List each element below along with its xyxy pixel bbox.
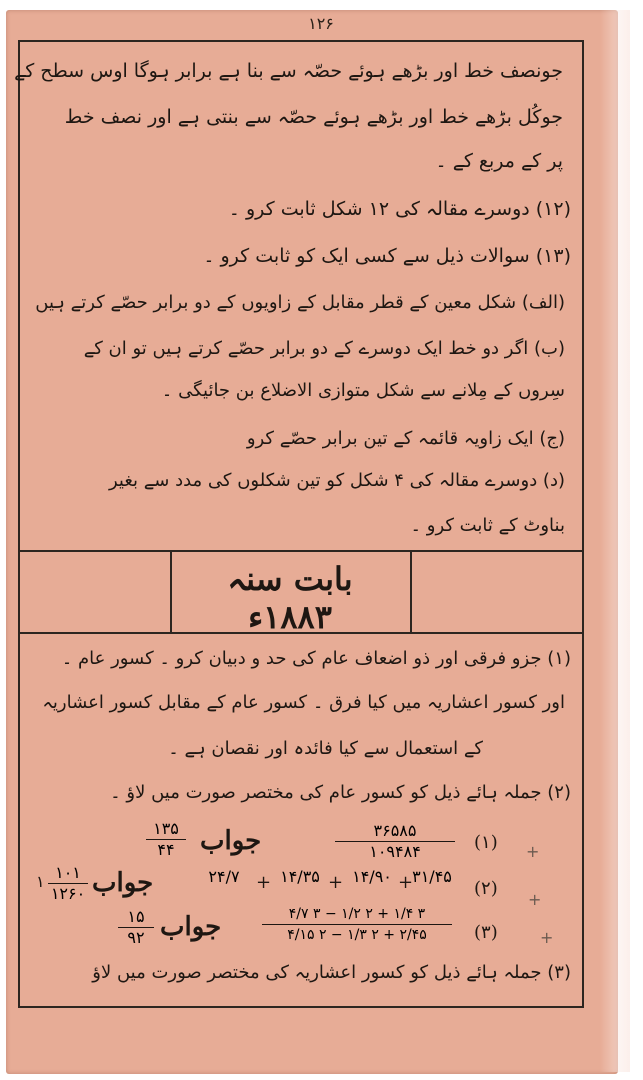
question-2: (۲) جملہ ہائے ذیل کو کسور عام کی مختصر صورت میں لاؤ ۔: [110, 782, 571, 803]
item-1-answer-numerator: ۱۳۵: [153, 819, 179, 838]
intro-line-3: پر کے مربع کے ۔: [435, 150, 563, 172]
item-1-answer-word: جواب: [200, 826, 262, 856]
plus-sign: +: [328, 872, 344, 893]
question-13: (۱۳) سوالات ذیل سے کسی ایک کو ثابت کرو ۔: [203, 245, 571, 267]
item-2-label: (۲): [474, 878, 498, 899]
item-2-term-4: [202, 868, 246, 886]
item-2-term-text: ۲۴/۷: [208, 867, 240, 886]
margin-mark: +: [526, 842, 540, 861]
divider-top: [18, 550, 582, 552]
item-3-answer-numerator: ۱۵: [127, 907, 145, 926]
question-12: (۱۲) دوسرے مقالہ کی ۱۲ شکل ثابت کرو ۔: [228, 198, 571, 220]
item-2-term-2: [350, 868, 394, 886]
item-3-answer-word: جواب: [160, 912, 222, 942]
question-13-be-line-2: سِروں کے مِلانے سے شکل متوازی الاضلاع بن جائیگی ۔: [161, 380, 565, 401]
heading-box-left: [170, 552, 172, 632]
item-3-expression-numerator: ۴/۷ ۳ − ۱/۲ ۲ + ۱/۴ ۳: [288, 906, 426, 922]
question-1-line-3: کے استعمال سے کیا فائدہ اور نقصان ہے ۔: [168, 738, 483, 759]
question-13-dal-line-2: بناوٹ کے ثابت کرو ۔: [410, 515, 565, 536]
margin-mark: +: [528, 890, 542, 909]
paper-edge-shadow: [600, 10, 630, 1072]
item-2-answer-whole: ۱: [36, 872, 45, 891]
question-3: (۳) جملہ ہائے ذیل کو کسور اعشاریہ کی مختصر صورت میں لاؤ: [92, 962, 571, 983]
question-1-line-2: اور کسور اعشاریہ میں کیا فرق ۔ کسور عام کے مقابل کسور اعشاریہ: [42, 692, 565, 713]
item-1-answer: [146, 820, 186, 859]
item-3-answer-denominator: ۹۲: [127, 928, 145, 947]
plus-sign: +: [256, 872, 272, 893]
year-heading: بابت سنہ ۱۸۸۳ء: [227, 560, 353, 636]
intro-line-2: جوکُل بڑھے خط اور بڑھے ہوئے حصّہ سے بنتی ہے اور نصف خط: [64, 106, 563, 128]
item-1-expression-numerator: ۳۶۵۸۵: [373, 821, 417, 840]
question-13-dal-line-1: (د) دوسرے مقالہ کی ۴ شکل کو تین شکلوں کی مدد سے بغیر: [108, 470, 565, 491]
heading-box-right: [410, 552, 412, 632]
fraction-bar: [262, 924, 452, 925]
item-2-answer-numerator: ۱۰۱: [55, 863, 81, 882]
question-13-alif: (الف) شکل معین کے قطر مقابل کے زاویوں کے دو برابر حصّے کرتے ہیں: [35, 292, 565, 313]
item-1-label: (۱): [474, 832, 498, 853]
plus-sign: +: [398, 872, 414, 893]
margin-mark: +: [540, 928, 554, 947]
item-2-term-text: ۳۱/۴۵: [412, 867, 452, 886]
question-13-be-line-1: (ب) اگر دو خط ایک دوسرے کے دو برابر حصّے کرتے ہیں تو ان کے: [83, 338, 565, 359]
question-13-jeem: (ج) ایک زاویہ قائمہ کے تین برابر حصّے کرو: [246, 428, 565, 449]
item-2-answer: [48, 864, 88, 903]
item-1-expression-denominator: ۱۰۹۴۸۴: [369, 842, 421, 861]
intro-line-1: جونصف خط اور بڑھے ہوئے حصّہ سے بنا ہے برابر ہوگا اوس سطح کے: [14, 60, 563, 82]
item-2-answer-denominator: ۱۲۶۰: [50, 884, 86, 903]
item-2-term-1: [412, 868, 452, 886]
item-3-expression: [262, 905, 452, 944]
item-3-expression-denominator: ۴/۱۵ ۲ − ۱/۳ ۲ + ۲/۴۵: [287, 927, 427, 943]
item-2-term-text: ۱۴/۹۰: [352, 867, 392, 886]
item-2-term-3: [278, 868, 322, 886]
item-2-term-text: ۱۴/۳۵: [280, 867, 320, 886]
item-1-answer-denominator: ۴۴: [157, 840, 175, 859]
item-3-answer: [118, 908, 154, 947]
item-1-expression: [335, 822, 455, 861]
question-1-line-1: (۱) جزو فرقی اور ذو اضعاف عام کی حد و دبیان کرو ۔ کسور عام ۔: [61, 648, 571, 669]
item-2-answer-word: جواب: [92, 868, 154, 898]
page-number: ۱۲۶: [308, 14, 334, 33]
item-3-label: (۳): [474, 922, 498, 943]
